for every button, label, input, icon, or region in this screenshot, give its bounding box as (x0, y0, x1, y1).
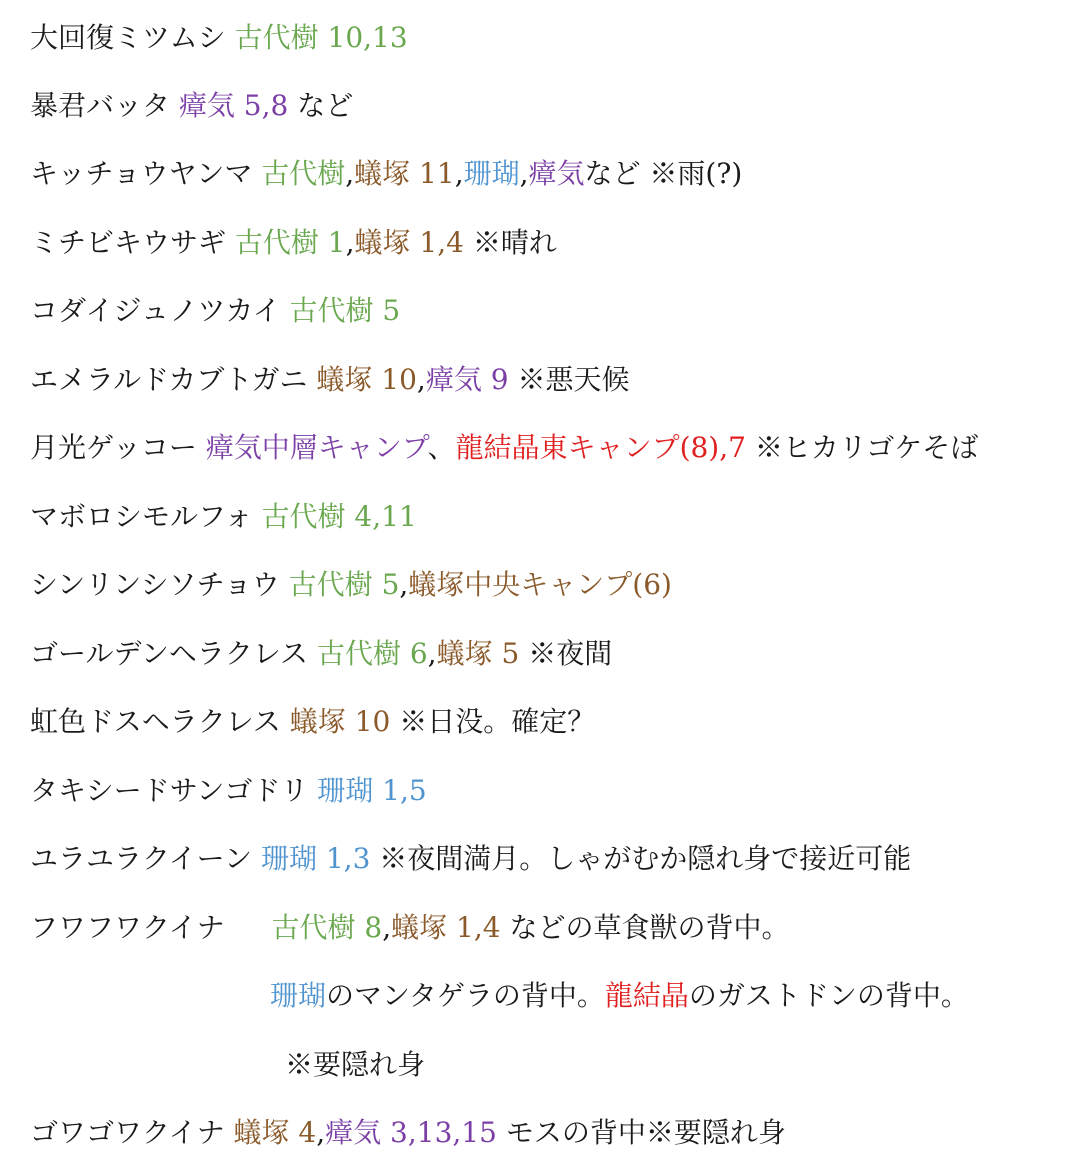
entry-fuwafuwa-kuina (30, 908, 789, 948)
entry-emerald-kabutogani (30, 360, 629, 400)
text-segment: シンリンシソチョウ (30, 568, 289, 601)
text-segment: 蟻塚中央キャンプ(6) (408, 568, 672, 601)
text-segment: 月光ゲッコー (30, 431, 206, 464)
text-segment: , (316, 1116, 326, 1149)
text-segment: ※日没。確定？ (390, 705, 596, 738)
entry-gowagowa-kuina (30, 1113, 786, 1153)
text-segment: など (288, 89, 354, 122)
text-segment: 蟻塚 5 (436, 637, 520, 670)
text-segment: 暴君バッタ (30, 89, 179, 122)
text-segment: 龍結晶 (604, 979, 689, 1012)
text-segment: ※晴れ (463, 226, 557, 259)
entry-daikaifuku-mitsumushi (30, 18, 408, 58)
text-segment: コダイジュノツカイ (30, 294, 290, 327)
text-segment: , (454, 157, 464, 190)
text-segment: 瘴気 3,13,15 (325, 1116, 497, 1149)
text-segment: 古代樹 1 (234, 226, 346, 259)
text-segment: , (345, 157, 355, 190)
text-segment: 古代樹 10,13 (234, 21, 408, 54)
text-segment: などの草食獣の背中。 (500, 911, 790, 944)
text-segment: 瘴気 9 (425, 363, 509, 396)
text-segment: ※悪天候 (508, 363, 630, 396)
text-segment: ミチビキウサギ (30, 226, 235, 259)
text-segment: エメラルドカブトガニ (30, 363, 317, 396)
text-segment: 瘴気 5,8 (178, 89, 289, 122)
text-segment: ※要隠れ身 (285, 1048, 426, 1081)
text-segment: 大回復ミツムシ (30, 21, 235, 54)
text-segment: , (382, 911, 392, 944)
text-segment: 蟻塚 1,4 (391, 911, 501, 944)
text-segment: ユラユラクイーン (30, 842, 261, 875)
text-segment: 蟻塚 10 (316, 363, 417, 396)
text-segment: 珊瑚 1,5 (317, 774, 427, 807)
text-segment: 瘴気中層キャンプ (205, 431, 428, 464)
text-segment: 虹色ドスヘラクレス (30, 705, 290, 738)
text-segment: ※ヒカリゴケそば (745, 431, 979, 464)
entry-yurayura-queen (30, 839, 911, 879)
entry-boukun-batta (30, 86, 353, 126)
text-segment: 古代樹 (261, 157, 346, 190)
text-segment: , (427, 637, 437, 670)
text-segment: ゴワゴワクイナ (30, 1116, 234, 1149)
text-segment: , (416, 363, 426, 396)
entry-kitchou-yanma (30, 154, 742, 194)
text-segment: 、 (427, 431, 456, 464)
text-segment: 蟻塚 10 (289, 705, 391, 738)
text-segment: 古代樹 5 (289, 294, 401, 327)
text-segment: 珊瑚 1,3 (260, 842, 371, 875)
text-segment: 古代樹 6 (316, 637, 428, 670)
entry-kodaiju-notsukai (30, 291, 400, 331)
text-segment: 龍結晶東キャンプ(8),7 (455, 431, 746, 464)
entry-golden-heracles (30, 634, 612, 674)
text-segment: ※夜間満月。しゃがむか隠れ身で接近可能 (370, 842, 912, 875)
text-segment: マボロシモルフォ (30, 500, 262, 533)
text-segment: のガストドンの背中。 (688, 979, 969, 1012)
entry-tuxedo-sangodori (30, 771, 427, 811)
entry-maboroshi-morpho (30, 497, 417, 537)
entry-fuwafuwa-kuina-note (285, 1045, 425, 1085)
text-segment: 珊瑚 (463, 157, 520, 190)
text-segment: など ※雨(?) (584, 157, 743, 190)
entry-michibiki-usagi (30, 223, 557, 263)
text-segment: , (345, 226, 355, 259)
text-segment: のマンタゲラの背中。 (326, 979, 605, 1012)
text-segment: 古代樹 8 (271, 911, 383, 944)
text-segment: タキシードサンゴドリ (30, 774, 318, 807)
text-segment: , (399, 568, 409, 601)
entry-nijiiro-dosuheracles (30, 702, 595, 742)
text-segment: 蟻塚 1,4 (354, 226, 464, 259)
entry-gekkou-gekko (30, 428, 978, 468)
text-segment: 蟻塚 4 (233, 1116, 317, 1149)
text-segment: 蟻塚 11 (354, 157, 455, 190)
text-segment: 瘴気 (528, 157, 585, 190)
text-segment: ※夜間 (519, 637, 613, 670)
text-segment: ゴールデンヘラクレス (30, 637, 317, 670)
text-segment: 珊瑚 (270, 979, 327, 1012)
entry-shinrin-shisochou (30, 565, 672, 605)
text-segment: キッチョウヤンマ (30, 157, 262, 190)
text-segment: フワフワクイナ (30, 911, 234, 944)
text-segment: , (519, 157, 529, 190)
text-segment: モスの背中※要隠れ身 (496, 1116, 786, 1149)
text-segment: 古代樹 5 (288, 568, 400, 601)
text-segment: 古代樹 4,11 (261, 500, 417, 533)
entry-fuwafuwa-kuina-cont (270, 976, 969, 1016)
